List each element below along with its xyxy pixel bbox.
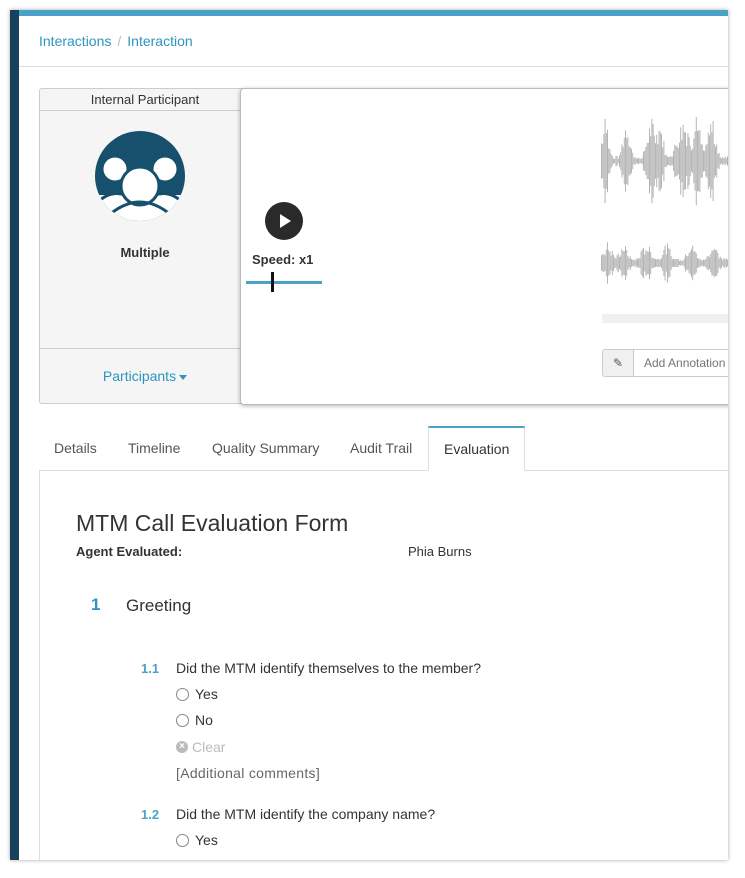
waveform-bar: [686, 256, 687, 270]
waveform-bar: [623, 251, 624, 275]
tab-bar: [39, 426, 728, 471]
waveform-bar: [635, 157, 636, 165]
waveform-bar: [625, 246, 626, 280]
waveform-bar: [633, 158, 634, 164]
waveform-bar: [671, 256, 672, 270]
waveform-bar: [679, 261, 680, 265]
waveform-bar: [661, 134, 662, 188]
breadcrumb: [39, 33, 193, 49]
radio-button[interactable]: [176, 834, 189, 847]
top-accent-bar: [10, 10, 728, 16]
waveform-bar: [673, 151, 674, 171]
waveform-bar: [723, 158, 724, 163]
waveform-bar: [613, 255, 614, 271]
waveform-bar: [643, 152, 644, 171]
waveform-bar: [711, 251, 712, 276]
waveform-bar: [681, 261, 682, 266]
radio-button[interactable]: [176, 714, 189, 727]
option-yes[interactable]: [176, 832, 218, 848]
waveform-bar: [697, 131, 698, 191]
waveform-bar: [611, 256, 612, 271]
waveform-bar: [698, 131, 699, 191]
waveform-bar: [620, 152, 621, 169]
option-label: No: [195, 712, 213, 728]
waveform-bar: [703, 260, 704, 267]
waveform-bar: [644, 151, 645, 171]
app-window: [10, 10, 728, 860]
caret-down-icon: [179, 375, 187, 380]
waveform-bar: [651, 119, 652, 203]
clear-label: Clear: [192, 739, 226, 755]
waveform-bar: [659, 131, 660, 192]
tab-timeline[interactable]: Timeline: [128, 440, 181, 456]
waveform-bar: [714, 144, 715, 178]
waveform-bar: [691, 150, 692, 171]
participant-name: Multiple: [120, 245, 170, 260]
waveform-bar: [696, 117, 697, 205]
clear-selection-button[interactable]: [176, 739, 225, 755]
waveform-bar: [615, 258, 616, 267]
waveform-bar: [632, 153, 633, 169]
waveform-bar: [678, 148, 679, 174]
radio-button[interactable]: [176, 688, 189, 701]
waveform-bar: [617, 156, 618, 166]
option-label: Yes: [195, 686, 218, 702]
waveform-bar: [631, 149, 632, 174]
waveform-bar: [721, 258, 722, 268]
waveform-bar: [653, 124, 654, 198]
waveform-bar: [656, 135, 657, 188]
media-player: [240, 88, 728, 405]
waveform-bar: [666, 254, 667, 271]
waveform-bar: [608, 148, 609, 174]
waveform-bar: [623, 147, 624, 175]
breadcrumb-separator: /: [117, 33, 122, 49]
waveform-bar: [663, 141, 664, 182]
waveform-bar: [684, 132, 685, 190]
waveform-bar: [677, 259, 678, 267]
waveform-bar: [603, 134, 604, 188]
waveform-bar: [614, 159, 615, 163]
question-number: 1.1: [141, 661, 160, 676]
waveform-bar: [702, 261, 703, 266]
pencil-icon: ✎: [612, 356, 624, 370]
waveform-bar: [701, 144, 702, 178]
waveform-bar: [601, 255, 602, 270]
participant-footer: [40, 348, 250, 403]
waveform-bar: [630, 256, 631, 270]
breadcrumb-interactions-link[interactable]: Interactions: [39, 33, 112, 49]
waveform-bar: [629, 258, 630, 267]
waveform-bar: [710, 254, 711, 272]
waveform-bar: [648, 252, 649, 275]
tab-audit-trail[interactable]: Audit Trail: [350, 440, 413, 456]
tab-quality-summary[interactable]: Quality Summary: [212, 440, 320, 456]
waveform-bar: [618, 254, 619, 273]
waveform-bar: [654, 258, 655, 267]
waveform-bar: [617, 255, 618, 270]
waveform-bar: [635, 261, 636, 266]
participant-header: Internal Participant: [40, 89, 250, 111]
waveform-bar: [612, 156, 613, 166]
waveform-bar: [633, 259, 634, 266]
waveform-bar: [713, 121, 714, 201]
waveform-bar: [662, 147, 663, 174]
waveform-bar: [648, 143, 649, 179]
waveform-bar: [661, 258, 662, 268]
waveform-bar: [679, 143, 680, 180]
waveform-bar: [726, 158, 727, 164]
waveform-bar: [704, 151, 705, 171]
waveform-bar: [627, 137, 628, 185]
waveform-bar: [613, 158, 614, 163]
waveform-bar: [641, 251, 642, 274]
waveform-bar: [667, 157, 668, 165]
waveform-bar: [638, 258, 639, 268]
option-yes[interactable]: [176, 686, 218, 702]
playback-progress-track[interactable]: [602, 314, 728, 323]
additional-comments-link[interactable]: [Additional comments]: [176, 765, 321, 781]
question-number: 1.2: [141, 807, 160, 822]
waveform-bar: [637, 158, 638, 163]
waveform-bar: [719, 153, 720, 169]
waveform-bar: [644, 255, 645, 272]
breadcrumb-interaction-link[interactable]: Interaction: [127, 33, 193, 49]
waveform-bar: [680, 127, 681, 194]
option-no[interactable]: [176, 712, 213, 728]
waveform-bar: [657, 144, 658, 178]
waveform-bar: [695, 131, 696, 190]
waveform-bar: [709, 257, 710, 269]
waveform-bar: [707, 144, 708, 178]
waveform-bar: [722, 157, 723, 165]
question-text: Did the MTM identify themselves to the member?: [176, 660, 482, 676]
waveform-bar: [638, 158, 639, 165]
section-number: 1: [91, 595, 101, 614]
clear-x-icon: ×: [176, 741, 188, 753]
waveform-bar: [624, 251, 625, 275]
waveform-bar: [687, 133, 688, 189]
waveform-bar: [695, 252, 696, 275]
waveform-bar: [716, 144, 717, 177]
waveform-bar: [653, 258, 654, 268]
waveform-bar: [701, 260, 702, 267]
waveform-bar: [645, 250, 646, 275]
waveform-bar: [716, 250, 717, 276]
participant-card: [39, 88, 251, 404]
agent-evaluated-label: Agent Evaluated:: [76, 544, 183, 559]
waveform-bar: [717, 253, 718, 273]
waveform-bar: [669, 249, 670, 277]
breadcrumb-divider: [19, 66, 728, 67]
waveform-bar: [647, 252, 648, 275]
waveform-bar: [699, 259, 700, 267]
form-title: MTM Call Evaluation Form: [76, 510, 349, 536]
waveform-bar: [657, 259, 658, 267]
waveform-bar: [639, 258, 640, 268]
waveform-bar: [683, 125, 684, 197]
waveform-bar: [715, 147, 716, 176]
waveform-bar: [605, 255, 606, 270]
waveform-bar: [698, 259, 699, 268]
waveform-bar: [684, 259, 685, 268]
waveform-bar: [673, 259, 674, 267]
waveform-bar: [606, 250, 607, 277]
waveform-bar: [601, 143, 602, 178]
waveform-bar: [606, 133, 607, 189]
waveform-bar: [690, 146, 691, 176]
waveform-bar: [602, 144, 603, 178]
waveform-bar: [608, 250, 609, 275]
left-sidebar-strip: [10, 10, 19, 860]
speed-slider-handle[interactable]: [271, 272, 274, 292]
waveform-bar: [697, 258, 698, 268]
waveform-bar: [672, 157, 673, 166]
waveform-bar: [719, 259, 720, 268]
waveform-bar: [656, 259, 657, 266]
waveform-bar: [711, 132, 712, 189]
waveform-bar: [639, 159, 640, 164]
waveform-bar: [636, 159, 637, 164]
edit-annotation-button[interactable]: [602, 349, 634, 377]
waveform-bar: [675, 259, 676, 267]
waveform-bar: [609, 252, 610, 274]
waveform-bar: [615, 156, 616, 166]
waveform-bar: [696, 253, 697, 272]
waveform-bar: [672, 259, 673, 267]
waveform-display[interactable]: [601, 111, 728, 291]
waveform-bar: [686, 146, 687, 176]
waveform-bar: [602, 255, 603, 272]
option-label: Yes: [195, 832, 218, 848]
waveform-bar: [693, 139, 694, 183]
participants-dropdown[interactable]: [103, 368, 187, 384]
waveform-bar: [685, 255, 686, 272]
play-button[interactable]: [265, 202, 303, 240]
waveform-bar: [611, 154, 612, 168]
waveform-bar: [624, 138, 625, 184]
waveform-bar: [717, 154, 718, 168]
waveform-bar: [705, 146, 706, 177]
waveform-bar: [647, 143, 648, 179]
question-text: Did the MTM identify the company name?: [176, 806, 436, 822]
waveform-bar: [685, 133, 686, 190]
waveform-bar: [649, 247, 650, 280]
waveform-bar: [631, 259, 632, 267]
waveform-bar: [603, 254, 604, 272]
waveform-bar: [674, 259, 675, 267]
waveform-bar: [655, 143, 656, 178]
waveform-bar: [726, 258, 727, 267]
waveform-bar: [677, 146, 678, 176]
waveform-bar: [660, 260, 661, 267]
waveform-bar: [649, 129, 650, 194]
waveform-bar: [636, 259, 637, 268]
group-avatar-icon: [95, 131, 185, 221]
waveform-bar: [689, 253, 690, 273]
waveform-bar: [645, 147, 646, 175]
waveform-bar: [690, 251, 691, 274]
waveform-bar: [614, 258, 615, 269]
waveform-bar: [654, 136, 655, 187]
waveform-bar: [662, 255, 663, 271]
waveform-bar: [702, 144, 703, 177]
waveform-bar: [668, 157, 669, 165]
tab-details[interactable]: Details: [54, 440, 97, 456]
speed-label: Speed: x1: [252, 252, 314, 267]
waveform-bar: [727, 260, 728, 266]
waveform-bar: [642, 249, 643, 276]
waveform-bar: [665, 246, 666, 281]
waveform-bar: [714, 249, 715, 277]
waveform-bar: [703, 151, 704, 172]
waveform-bar: [675, 146, 676, 177]
waveform-bar: [692, 246, 693, 280]
waveform-bar: [641, 159, 642, 163]
waveform-bar: [692, 149, 693, 174]
waveform-bar: [651, 258, 652, 268]
waveform-bar: [722, 260, 723, 266]
annotation-input[interactable]: [633, 349, 728, 377]
waveform-bar: [687, 256, 688, 270]
participants-label: Participants: [102, 368, 177, 384]
waveform-bar: [659, 259, 660, 267]
waveform-bar: [725, 259, 726, 267]
waveform-bar: [704, 260, 705, 267]
waveform-bar: [671, 157, 672, 166]
waveform-bar: [689, 137, 690, 185]
waveform-bar: [625, 130, 626, 191]
waveform-bar: [626, 250, 627, 276]
waveform-bar: [619, 155, 620, 167]
waveform-bar: [691, 249, 692, 277]
agent-evaluated-value: Phia Burns: [408, 544, 472, 559]
waveform-bar: [710, 124, 711, 198]
waveform-bar: [607, 130, 608, 193]
waveform-bar: [720, 157, 721, 164]
waveform-bar: [620, 255, 621, 270]
waveform-bar: [642, 158, 643, 164]
waveform-bar: [683, 261, 684, 265]
waveform-bar: [713, 250, 714, 275]
waveform-bar: [637, 259, 638, 267]
waveform-bar: [699, 130, 700, 192]
waveform-bar: [708, 133, 709, 190]
waveform-bar: [663, 250, 664, 276]
waveform-bar: [619, 257, 620, 269]
waveform-bar: [650, 252, 651, 274]
waveform-bar: [708, 256, 709, 270]
waveform-bar: [665, 155, 666, 167]
waveform-bar: [660, 132, 661, 190]
waveform-bar: [674, 145, 675, 177]
waveform-bar: [621, 145, 622, 178]
waveform-bar: [609, 149, 610, 172]
waveform-bar: [727, 156, 728, 165]
waveform-bar: [709, 135, 710, 186]
waveform-bar: [721, 158, 722, 163]
waveform-bar: [626, 138, 627, 184]
speed-slider[interactable]: [246, 281, 322, 284]
waveform-bar: [627, 256, 628, 270]
waveform-bar: [723, 258, 724, 267]
waveform-bar: [705, 259, 706, 268]
waveform-bar: [643, 248, 644, 278]
waveform-bar: [715, 250, 716, 276]
waveform-bar: [720, 257, 721, 269]
waveform-bar: [655, 259, 656, 267]
waveform-bar: [605, 119, 606, 204]
waveform-bar: [707, 256, 708, 269]
waveform-bar: [667, 243, 668, 282]
waveform-bar: [607, 242, 608, 283]
waveform-bar: [666, 155, 667, 167]
waveform-bar: [630, 147, 631, 174]
waveform-bar: [668, 248, 669, 277]
tab-evaluation[interactable]: Evaluation: [428, 426, 525, 471]
waveform-bar: [693, 251, 694, 275]
waveform-bar: [669, 156, 670, 165]
waveform-bar: [725, 157, 726, 165]
waveform-bar: [678, 259, 679, 267]
waveform-bar: [680, 260, 681, 265]
section-title: Greeting: [126, 596, 192, 615]
waveform-bar: [621, 249, 622, 277]
waveform-bar: [612, 251, 613, 275]
waveform-bar: [618, 159, 619, 164]
waveform-bar: [632, 260, 633, 266]
waveform-bar: [650, 136, 651, 186]
evaluation-panel: [39, 470, 728, 860]
waveform-bar: [629, 146, 630, 175]
waveform-bar: [681, 140, 682, 182]
